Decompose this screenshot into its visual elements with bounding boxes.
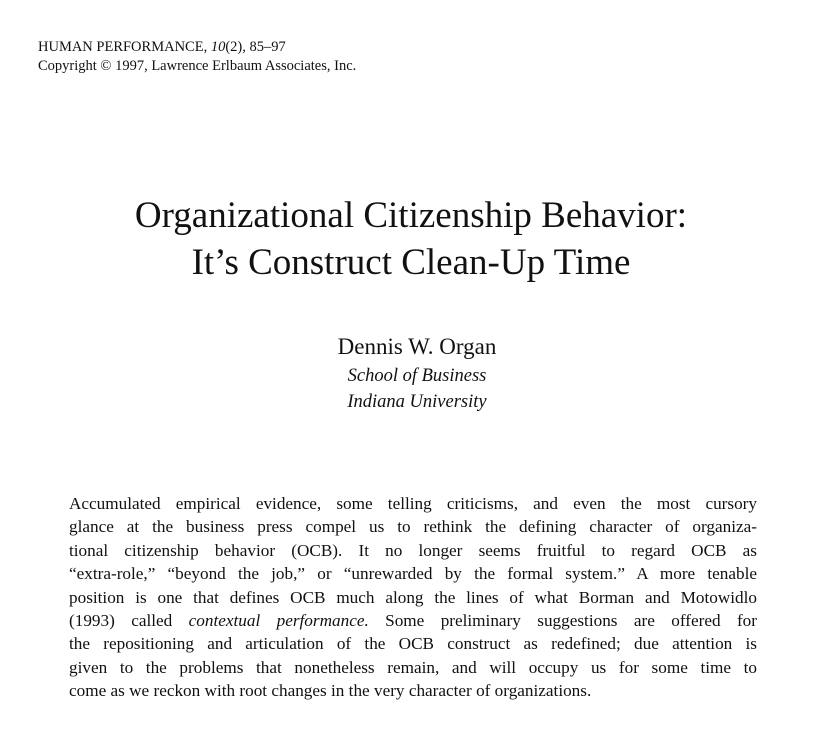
journal-citation xyxy=(38,38,356,57)
journal-volume: 10 xyxy=(210,39,226,55)
abstract-line: tional citizenship behavior (OCB). It no longer seems fruitful to regard OCB as xyxy=(69,540,757,560)
abstract-line: “extra-role,” “beyond the job,” or “unrewarded by the formal system.” A more tenable xyxy=(69,564,757,584)
author-block xyxy=(0,331,822,415)
journal-name: HUMAN PERFORMANCE, xyxy=(38,39,208,55)
abstract-line xyxy=(69,609,757,632)
abstract-line: given to the problems that nonetheless remain, and will occupy us for some time to xyxy=(69,657,757,677)
abstract-line: the repositioning and articulation of the OCB construct as redefined; due attention is xyxy=(69,634,757,654)
abstract-text: (1993) called xyxy=(69,611,189,631)
affiliation-school: School of Business xyxy=(347,366,487,386)
abstract-line: glance at the business press compel us to rethink the defining character of organiza- xyxy=(69,517,757,537)
author-name: Dennis W. Organ xyxy=(337,334,497,359)
abstract-text: Some preliminary suggestions are offered for xyxy=(368,611,757,631)
abstract-line: Accumulated empirical evidence, some telling criticisms, and even the most cursory xyxy=(69,494,757,513)
abstract-line: position is one that defines OCB much along the lines of what Borman and Motowidlo xyxy=(69,587,757,607)
copyright-line: Copyright © 1997, Lawrence Erlbaum Associates, Inc. xyxy=(38,58,357,74)
abstract-line: come as we reckon with root changes in the very character of organizations. xyxy=(69,681,592,701)
affiliation-university: Indiana University xyxy=(347,392,487,412)
abstract xyxy=(69,492,757,703)
article-title xyxy=(0,192,822,286)
title-line-1: Organizational Citizenship Behavior: xyxy=(134,195,688,236)
abstract-emphasis: contextual performance. xyxy=(188,611,369,631)
journal-issue-pages: (2), 85–97 xyxy=(225,39,286,55)
journal-header xyxy=(38,38,356,76)
title-line-2: It’s Construct Clean-Up Time xyxy=(191,242,631,283)
